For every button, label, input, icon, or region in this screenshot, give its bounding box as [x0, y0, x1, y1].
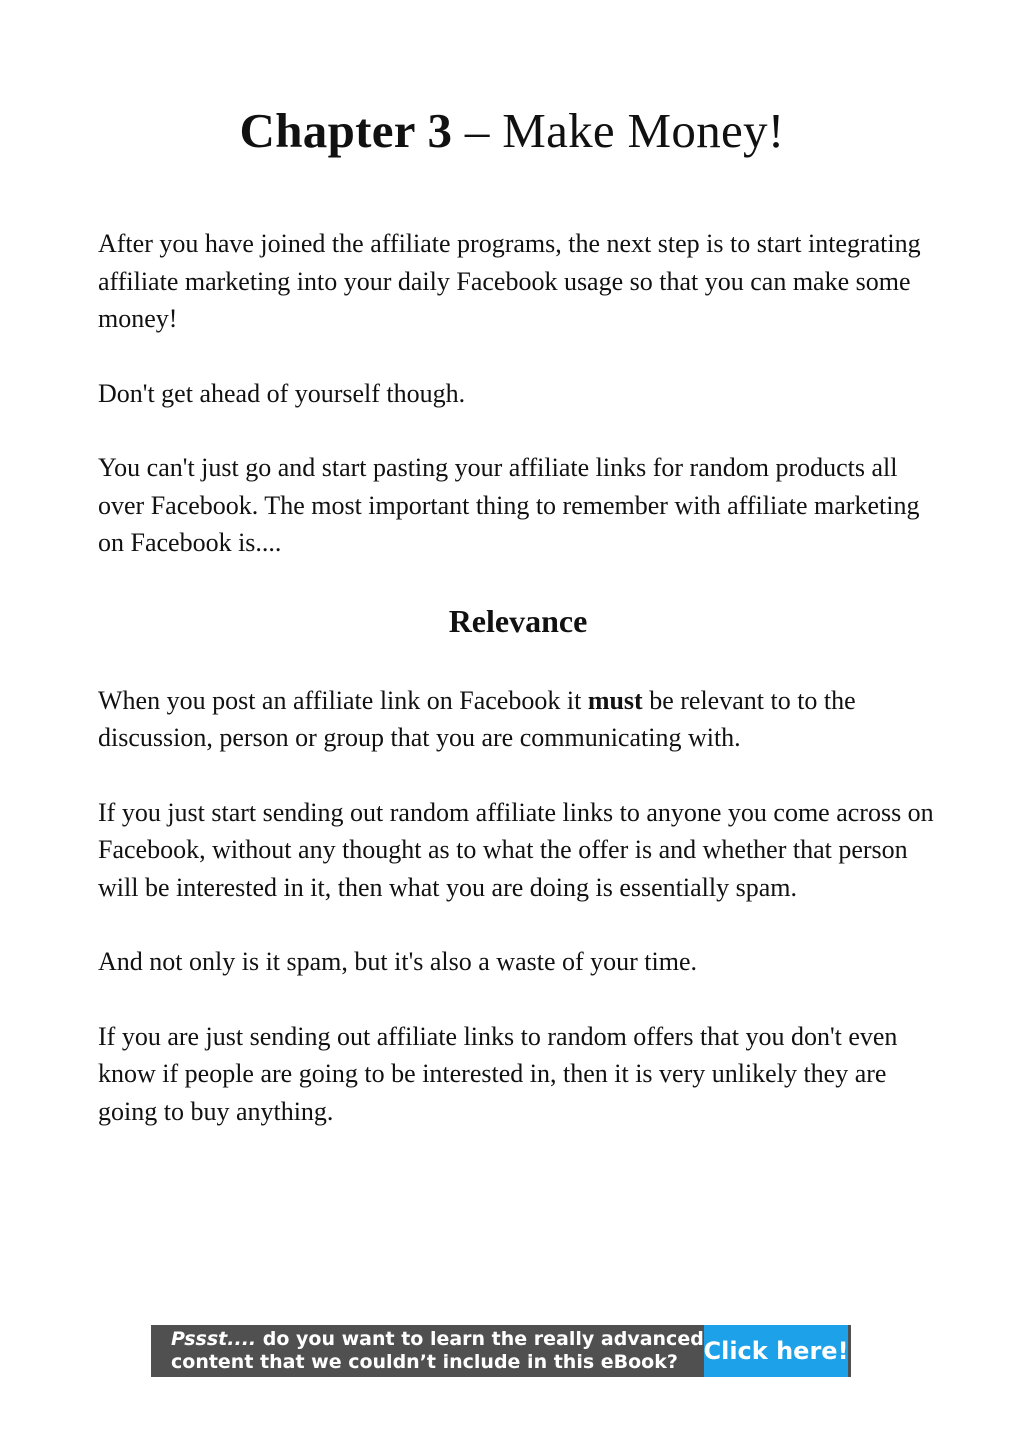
- banner-text: [151, 1325, 704, 1377]
- paragraph-spam: If you just start sending out random affiliate links to anyone you come across on Facebook, without any thought as to what the offer is and whether that person will be interested in it, then what you are doing is essentially spam.: [98, 797, 934, 902]
- paragraph-relevance: [98, 682, 938, 757]
- paragraph-unlikely-to-buy: If you are just sending out affiliate links to random offers that you don't even know if people are going to be interested in, then it is very unlikely they are going to buy anything.: [98, 1021, 898, 1126]
- banner-line-1: do you want to learn the really advanced: [256, 1328, 704, 1350]
- emphasis-must: must: [587, 685, 643, 715]
- paragraph-pasting-links: You can't just go and start pasting your affiliate links for random products all over Facebook. The most important thing to remember with affiliate marketing on Facebook is....: [98, 453, 920, 557]
- paragraph-intro: After you have joined the affiliate programs, the next step is to start integrating affiliate marketing into your daily Facebook usage so that you can make some money!: [98, 229, 921, 333]
- paragraph-caution: Don't get ahead of yourself though.: [98, 378, 466, 408]
- body-content: [98, 225, 938, 1167]
- banner-lead: Pssst....: [171, 1328, 257, 1350]
- chapter-title-number: Chapter 3: [239, 103, 453, 158]
- chapter-title: [0, 100, 1024, 162]
- paragraph-relevance-end: be relevant to to the discussion, person or group that you are communicating with.: [98, 685, 856, 752]
- banner-line-2: content that we couldn’t include in this eBook?: [171, 1351, 678, 1373]
- paragraph-waste-of-time: And not only is it spam, but it's also a waste of your time.: [98, 947, 698, 976]
- advanced-content-banner[interactable]: [151, 1325, 851, 1377]
- paragraph-relevance-start: When you post an affiliate link on Facebook it: [98, 685, 588, 715]
- chapter-title-text: – Make Money!: [452, 103, 785, 158]
- click-here-button[interactable]: Click here!: [704, 1325, 848, 1377]
- section-heading-relevance: Relevance: [448, 602, 588, 639]
